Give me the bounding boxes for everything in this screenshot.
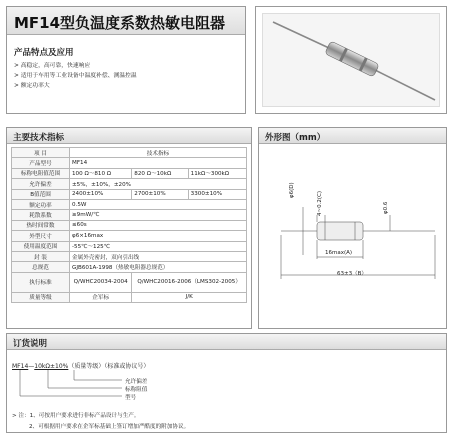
- row-label: 额定功率: [12, 199, 70, 209]
- row-label: 封 装: [12, 251, 70, 261]
- title-band: [7, 7, 245, 35]
- order-resistance: 10kΩ: [34, 363, 50, 370]
- dim-body-length: 16max(A): [325, 250, 353, 256]
- order-heading: 订货说明: [7, 334, 446, 350]
- row-value: 0.5W: [70, 199, 247, 209]
- page-title: MF14型负温度系数热敏电阻器: [14, 14, 226, 32]
- row-label: 执行标准: [12, 272, 70, 292]
- features-list: [14, 61, 239, 91]
- feature-item: > 高稳定，高可靠，快速响应: [14, 63, 91, 69]
- row-value: GJB601A-1998（热敏电阻器总规范）: [70, 262, 247, 272]
- row-value: 3300±10%: [188, 189, 246, 199]
- outline-panel: [258, 127, 447, 329]
- callout-resistance: 标称阻值: [125, 387, 148, 393]
- callout-model: 型号: [125, 395, 137, 401]
- note-1: > 注：1、可按用户要求进行非标产品设计与生产。: [12, 413, 140, 419]
- order-code: MF14—10kΩ±10%（质量等级）（标准或协议号）: [12, 363, 150, 370]
- features-heading: 产品特点及应用: [14, 48, 74, 58]
- table-row: [12, 241, 247, 251]
- table-row: [12, 189, 247, 199]
- table-header-row: [12, 148, 247, 158]
- row-value: J/K: [132, 292, 247, 302]
- row-value: 11kΩ～300kΩ: [188, 168, 246, 178]
- table-row: [12, 231, 247, 241]
- table-row: [12, 272, 247, 292]
- table-row: [12, 251, 247, 261]
- row-value: Q/WHC20016-2006（LMS302-2005）: [132, 272, 247, 292]
- row-value: ±5%，±10%，±20%: [70, 179, 247, 189]
- product-photo-panel: [255, 6, 447, 114]
- dim-cap-length: 4~0.2(C): [317, 191, 323, 216]
- row-value: 2700±10%: [132, 189, 188, 199]
- dim-wire-diameter: φ0.6: [383, 201, 389, 214]
- table-row: [12, 179, 247, 189]
- row-value: 820 Ω～10kΩ: [132, 168, 188, 178]
- table-row: [12, 292, 247, 302]
- feature-item: > 额定功率大: [14, 83, 50, 89]
- table-row: [12, 199, 247, 209]
- row-value: 2400±10%: [70, 189, 132, 199]
- row-label: B值范围: [12, 189, 70, 199]
- row-value: 企军标: [70, 292, 132, 302]
- header-spec: 技术指标: [70, 148, 247, 158]
- thermistor-image: [263, 14, 440, 107]
- order-model: MF14: [12, 363, 29, 370]
- row-label: 热时间常数: [12, 220, 70, 230]
- header-item: 项 目: [12, 148, 70, 158]
- row-value: -55℃～125℃: [70, 241, 247, 251]
- row-label: 标称电阻值范围: [12, 168, 70, 178]
- table-row: [12, 158, 247, 168]
- feature-item: > 适用于车用等工业设备中温度补偿、测温控温: [14, 73, 137, 79]
- note-2: 2、可根据用户要求在企军标基础上签订增加严酷度的附加协议。: [29, 424, 190, 430]
- row-value: 100 Ω～810 Ω: [70, 168, 132, 178]
- product-header-panel: [6, 6, 246, 114]
- row-value: ≤60s: [70, 220, 247, 230]
- spec-heading: 主要技术指标: [7, 128, 251, 144]
- order-panel: [6, 333, 447, 433]
- outline-heading: 外形图（mm）: [259, 128, 446, 144]
- callout-tolerance: 允许偏差: [125, 379, 148, 385]
- row-value: Q/WHC20034-2004: [70, 272, 132, 292]
- order-suffix: （质量等级）（标准或协议号）: [68, 363, 150, 370]
- spec-table: [11, 147, 247, 303]
- table-row: [12, 168, 247, 178]
- row-value: ≥9mW/℃: [70, 210, 247, 220]
- order-tolerance: ±10%: [49, 363, 69, 370]
- dim-total-length: 63±3（B）: [337, 271, 367, 277]
- row-label: 总规范: [12, 262, 70, 272]
- row-label: 耗散系数: [12, 210, 70, 220]
- row-label: 产品型号: [12, 158, 70, 168]
- row-label: 允许偏差: [12, 179, 70, 189]
- table-row: [12, 262, 247, 272]
- spec-panel: [6, 127, 252, 329]
- row-value: MF14: [70, 158, 247, 168]
- table-row: [12, 210, 247, 220]
- row-value: 金属外壳密封，双向引出线: [70, 251, 247, 261]
- row-value: φ6×16max: [70, 231, 247, 241]
- product-photo: [262, 13, 440, 107]
- table-row: [12, 220, 247, 230]
- row-label: 外型尺寸: [12, 231, 70, 241]
- row-label: 使用温度范围: [12, 241, 70, 251]
- dim-diameter: φ6(D): [289, 182, 295, 198]
- row-label: 质量等级: [12, 292, 70, 302]
- outline-drawing: [259, 145, 446, 329]
